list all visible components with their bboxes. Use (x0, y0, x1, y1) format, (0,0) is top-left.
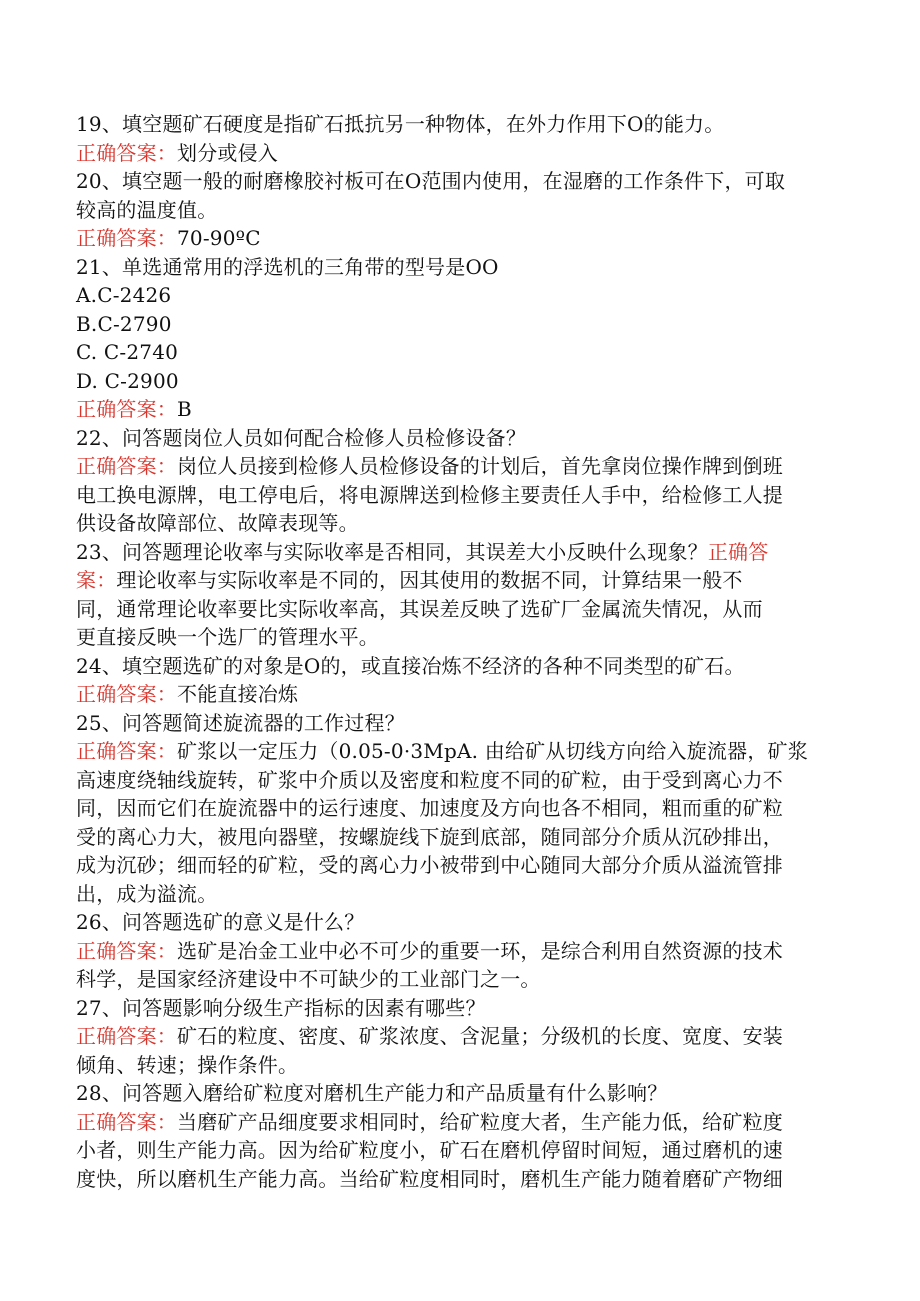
answer-28: 正确答案：当磨矿产品细度要求相同时，给矿粒度大者，生产能力低，给矿粒度 (76, 1109, 783, 1134)
answer-23-cont: 同，通常理论收率要比实际收率高，其误差反映了选矿厂金属流失情况，从而 (76, 596, 763, 621)
answer-label: 正确答案： (76, 938, 177, 963)
answer-label: 正确答案： (76, 226, 177, 250)
answer-23-cont: 更直接反映一个选厂的管理水平。 (76, 625, 379, 649)
question-20-cont: 较高的温度值。 (76, 197, 218, 222)
option-c: C. C-2740 (76, 340, 179, 364)
question-20: 20、填空题一般的耐磨橡胶衬板可在O范围内使用，在湿磨的工作条件下，可取 (76, 169, 786, 193)
answer-label: 案： (76, 568, 117, 592)
question-19: 19、填空题矿石硬度是指矿石抵抗另一种物体，在外力作用下O的能力。 (76, 112, 725, 136)
answer-label: 正确答案： (76, 140, 177, 165)
answer-21: 正确答案：B (76, 397, 192, 421)
answer-25: 正确答案：矿浆以一定压力（0.05-0·3MpA. 由给矿从切线方向给入旋流器，矿浆 (76, 739, 808, 763)
answer-25-cont: 受的离心力大，被甩向器壁，按螺旋线下旋到底部，随同部分介质从沉砂排出， (76, 824, 783, 849)
answer-25-cont: 高速度绕轴线旋转，矿浆中介质以及密度和粒度不同的矿粒，由于受到离心力不 (76, 767, 783, 792)
option-b: B.C-2790 (76, 311, 172, 336)
answer-label: 正确答案： (76, 682, 177, 706)
answer-27-cont: 倾角、转速；操作条件。 (76, 1052, 299, 1077)
answer-27: 正确答案：矿石的粒度、密度、矿浆浓度、含泥量；分级机的长度、宽度、安装 (76, 1024, 783, 1048)
answer-label: 正确答案： (76, 454, 177, 478)
answer-22: 正确答案：岗位人员接到检修人员检修设备的计划后，首先拿岗位操作牌到倒班 (76, 454, 783, 478)
answer-label: 正确答案： (76, 397, 177, 421)
answer-25-cont: 成为沉砂；细而轻的矿粒，受的离心力小被带到中心随同大部分介质从溢流管排 (76, 853, 783, 877)
answer-19: 正确答案：划分或侵入 (76, 140, 278, 165)
answer-28-cont: 小者，则生产能力高。因为给矿粒度小，矿石在磨机停留时间短，通过磨机的速 (76, 1138, 783, 1162)
question-26: 26、问答题选矿的意义是什么？ (76, 910, 365, 934)
question-21: 21、单选通常用的浮选机的三角带的型号是OO (76, 254, 499, 279)
question-27: 27、问答题影响分级生产指标的因素有哪些？ (76, 995, 486, 1020)
question-22: 22、问答题岗位人员如何配合检修人员检修设备？ (76, 425, 527, 450)
answer-label: 正确答案： (76, 739, 177, 763)
answer-label: 正确答 (707, 539, 769, 564)
option-a: A.C-2426 (76, 283, 172, 307)
answer-label: 正确答案： (76, 1109, 177, 1134)
answer-25-cont: 出，成为溢流。 (76, 881, 218, 906)
option-d: D. C-2900 (76, 368, 179, 393)
answer-26-cont: 科学，是国家经济建设中不可缺少的工业部门之一。 (76, 967, 541, 991)
answer-20: 正确答案：70-90ºC (76, 226, 261, 250)
answer-28-cont: 度快，所以磨机生产能力高。当给矿粒度相同时，磨机生产能力随着磨矿产物细 (76, 1166, 783, 1191)
question-28: 28、问答题入磨给矿粒度对磨机生产能力和产品质量有什么影响？ (76, 1081, 668, 1105)
answer-22-cont: 供设备故障部位、故障表现等。 (76, 511, 359, 535)
question-23: 23、问答题理论收率与实际收率是否相同，其误差大小反映什么现象？正确答 (76, 539, 769, 564)
answer-23: 案：理论收率与实际收率是不同的，因其使用的数据不同，计算结果一般不 (76, 568, 743, 592)
answer-26: 正确答案：选矿是冶金工业中必不可少的重要一环，是综合利用自然资源的技术 (76, 938, 783, 963)
question-25: 25、问答题简述旋流器的工作过程？ (76, 710, 405, 735)
answer-24: 正确答案：不能直接冶炼 (76, 682, 299, 706)
document-body (76, 110, 836, 1193)
question-24: 24、填空题选矿的对象是O的，或直接冶炼不经济的各种不同类型的矿石。 (76, 653, 745, 678)
answer-22-cont: 电工换电源牌，电工停电后，将电源牌送到检修主要责任人手中，给检修工人提 (76, 482, 783, 507)
answer-25-cont: 同，因而它们在旋流器中的运行速度、加速度及方向也各不相同，粗而重的矿粒 (76, 796, 783, 820)
answer-label: 正确答案： (76, 1024, 177, 1048)
